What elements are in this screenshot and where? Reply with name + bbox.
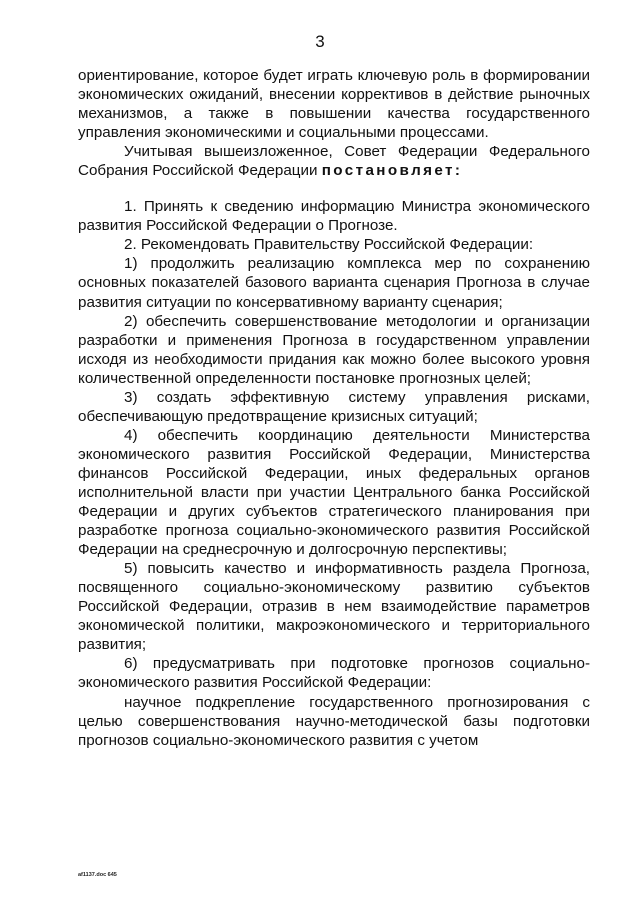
resolution-colon: :: [454, 162, 463, 180]
page-number: 3: [315, 32, 325, 51]
footer-file-label: af1137.doc 645: [78, 872, 117, 878]
subitem-6: 6) предусматривать при подготовке прогнозов социально-экономического развития Российской Федерации:: [78, 655, 590, 692]
item-1-accept: 1. Принять к сведению информацию Министра экономического развития Российской Федерации о Прогнозе.: [78, 198, 590, 235]
subitem-2: 2) обеспечить совершенствование методологии и организации разработки и применения Прогноза в государственном управлении исходя из необходимости придания как можно более высокого уровня количественной определенности постановке прогнозных целей;: [78, 312, 590, 387]
subitem-6-detail: научное подкрепление государственного прогнозирования с целью совершенствования научно-методической базы подготовки прогнозов социально-экономического развития с учетом: [78, 693, 590, 749]
item-2-recommend: 2. Рекомендовать Правительству Российской Федерации:: [124, 236, 534, 254]
resolution-intro: Учитывая вышеизложенное, Совет Федерации Федерального Собрания Российской Федерации: [78, 143, 590, 180]
resolution-paragraph: [78, 142, 590, 180]
subitem-5: 5) повысить качество и информативность раздела Прогноза, посвященного социально-экономическому развитию субъектов Российской Федерации, отразив в нем взаимодействие параметров экономической политики, макроэкономического и территориального развития;: [78, 560, 590, 654]
paragraph-continuation: ориентирование, которое будет играть ключевую роль в формировании экономических ожиданий, внесении коррективов в действие рыночных механизмов, а также в повышении качества государственного управления экономическими и социальными процессами.: [78, 67, 590, 142]
resolution-keyword: постановляет: [321, 162, 455, 180]
subitem-3: 3) создать эффективную систему управления рисками, обеспечивающую предотвращение кризисных ситуаций;: [78, 388, 590, 425]
subitem-4: 4) обеспечить координацию деятельности Министерства экономического развития Российской Федерации, Министерства финансов Российской Федерации, иных федеральных органов исполнительной власти при участии Центрального банка Российской Федерации и других субъектов стратегического планирования при разработке прогноза социально-экономического развития Российской Федерации на среднесрочную и долгосрочную перспективы;: [78, 426, 590, 559]
subitem-1: 1) продолжить реализацию комплекса мер по сохранению основных показателей базового варианта сценария Прогноза в случае развития ситуации по консервативному варианту сценария;: [78, 255, 590, 311]
document-body: [78, 66, 590, 750]
